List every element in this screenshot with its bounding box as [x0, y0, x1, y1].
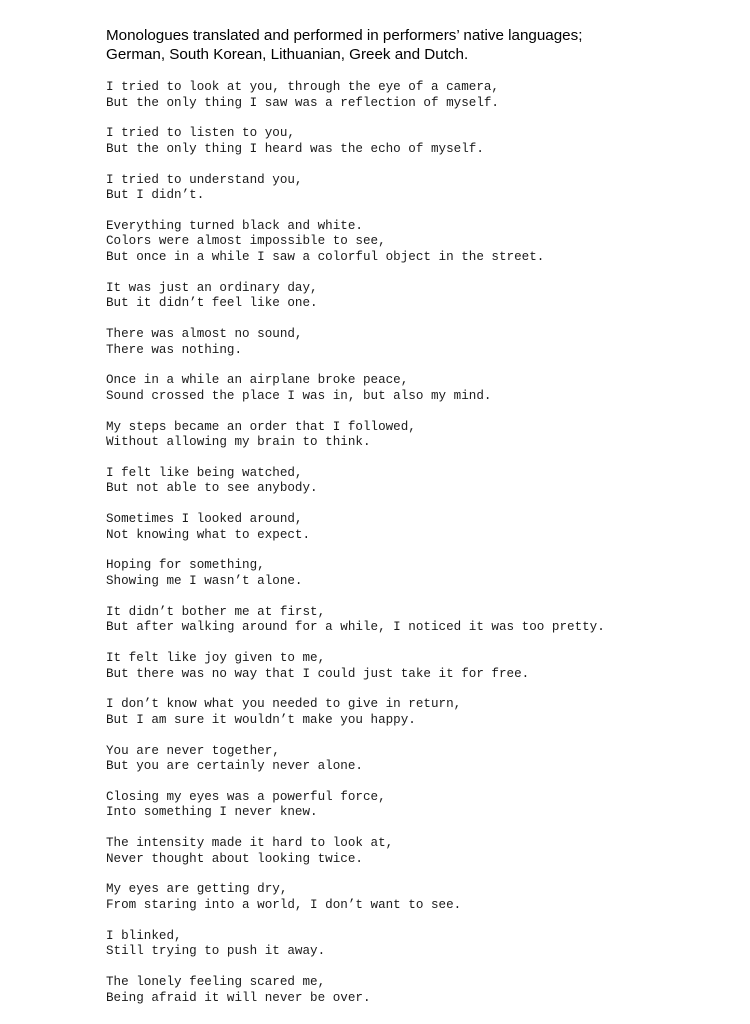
- poem-line: I tried to understand you,: [106, 172, 303, 187]
- poem-stanza: [106, 929, 726, 960]
- poem-line: I don’t know what you needed to give in return,: [106, 697, 462, 712]
- poem-line: Never thought about looking twice.: [106, 851, 363, 866]
- poem-line: I tried to listen to you,: [106, 126, 295, 141]
- poem-line: I felt like being watched,: [106, 465, 303, 480]
- poem-line: But once in a while I saw a colorful object in the street.: [106, 250, 545, 265]
- document-header: [106, 26, 726, 64]
- poem-stanza: [106, 605, 726, 636]
- poem-stanza: [106, 373, 726, 404]
- poem-stanza: [106, 790, 726, 821]
- poem-line: But the only thing I saw was a reflection of myself.: [106, 95, 499, 110]
- poem-line: But I didn’t.: [106, 188, 205, 203]
- poem-line: Hoping for something,: [106, 558, 265, 573]
- poem-line: Still trying to push it away.: [106, 944, 326, 959]
- poem-stanza: [106, 466, 726, 497]
- poem-line: But I am sure it wouldn’t make you happy.: [106, 712, 416, 727]
- poem-line: The lonely feeling scared me,: [106, 974, 326, 989]
- poem-line: It was just an ordinary day,: [106, 280, 318, 295]
- poem-stanza: [106, 744, 726, 775]
- header-line-2: German, South Korean, Lithuanian, Greek and Dutch.: [106, 46, 469, 63]
- poem-stanza: [106, 836, 726, 867]
- poem-line: But you are certainly never alone.: [106, 759, 363, 774]
- poem-line: I tried to look at you, through the eye of a camera,: [106, 80, 499, 94]
- poem-line: I blinked,: [106, 928, 182, 943]
- poem-line: Not knowing what to expect.: [106, 527, 311, 542]
- poem-stanza: [106, 219, 726, 266]
- poem-body: [106, 80, 726, 1021]
- poem-stanza: [106, 173, 726, 204]
- poem-line: Everything turned black and white.: [106, 218, 363, 233]
- poem-line: Into something I never knew.: [106, 805, 318, 820]
- poem-line: You are never together,: [106, 743, 280, 758]
- poem-line: It didn’t bother me at first,: [106, 604, 326, 619]
- poem-line: But not able to see anybody.: [106, 481, 318, 496]
- poem-line: Sound crossed the place I was in, but also my mind.: [106, 388, 492, 403]
- poem-line: From staring into a world, I don’t want to see.: [106, 897, 462, 912]
- poem-stanza: [106, 975, 726, 1006]
- poem-stanza: [106, 882, 726, 913]
- poem-stanza: [106, 126, 726, 157]
- header-line-1: Monologues translated and performed in performers’ native languages;: [106, 27, 583, 44]
- poem-line: Showing me I wasn’t alone.: [106, 574, 303, 588]
- poem-stanza: [106, 327, 726, 358]
- poem-line: Sometimes I looked around,: [106, 512, 303, 527]
- poem-line: Being afraid it will never be over.: [106, 990, 371, 1005]
- poem-stanza: [106, 281, 726, 312]
- poem-line: My eyes are getting dry,: [106, 882, 288, 897]
- poem-line: But it didn’t feel like one.: [106, 296, 318, 311]
- poem-line: My steps became an order that I followed,: [106, 419, 416, 434]
- poem-stanza: [106, 651, 726, 682]
- poem-line: But there was no way that I could just take it for free.: [106, 666, 530, 681]
- poem-line: But after walking around for a while, I noticed it was too pretty.: [106, 620, 605, 635]
- poem-line: There was almost no sound,: [106, 327, 303, 341]
- poem-line: There was nothing.: [106, 342, 243, 357]
- poem-stanza: [106, 512, 726, 543]
- poem-line: Colors were almost impossible to see,: [106, 234, 386, 249]
- poem-stanza: [106, 80, 726, 111]
- poem-stanza: [106, 697, 726, 728]
- poem-line: Closing my eyes was a powerful force,: [106, 789, 386, 804]
- poem-line: Without allowing my brain to think.: [106, 435, 371, 450]
- poem-line: Once in a while an airplane broke peace,: [106, 373, 409, 388]
- poem-line: But the only thing I heard was the echo of myself.: [106, 141, 484, 156]
- poem-stanza: [106, 420, 726, 451]
- poem-line: It felt like joy given to me,: [106, 650, 326, 665]
- poem-stanza: [106, 558, 726, 589]
- poem-line: The intensity made it hard to look at,: [106, 836, 394, 851]
